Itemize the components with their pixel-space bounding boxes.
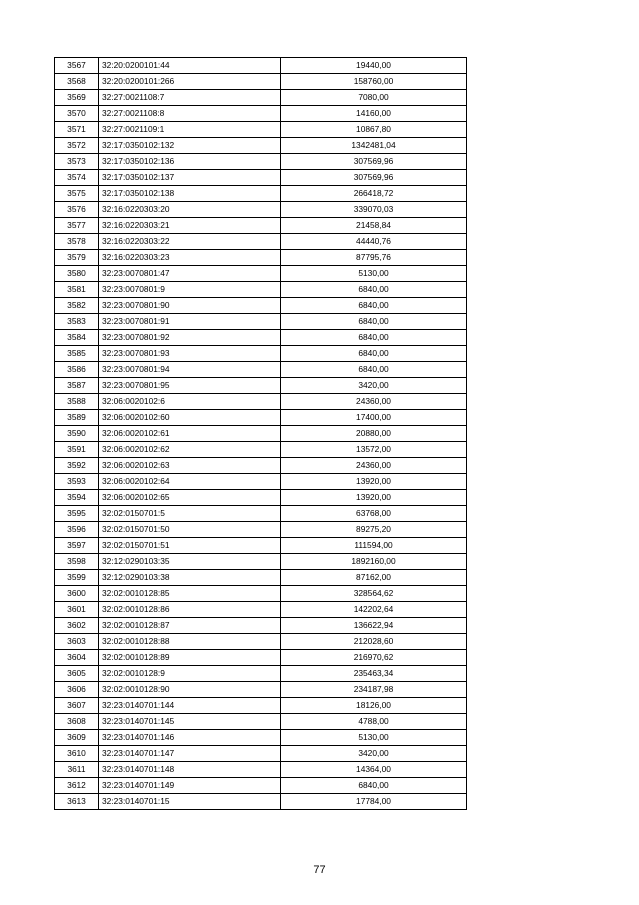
cadastral-number-cell: 32:23:0070801:9 [99,282,281,298]
row-number-cell: 3591 [55,442,99,458]
cadastral-number-cell: 32:23:0140701:147 [99,746,281,762]
cadastral-number-cell: 32:20:0200101:44 [99,58,281,74]
table-row [55,90,467,106]
value-cell: 6840,00 [281,362,467,378]
table-row [55,394,467,410]
value-cell: 5130,00 [281,730,467,746]
row-number-cell: 3604 [55,650,99,666]
value-cell: 6840,00 [281,314,467,330]
row-number-cell: 3611 [55,762,99,778]
row-number-cell: 3595 [55,506,99,522]
row-number-cell: 3571 [55,122,99,138]
value-cell: 17400,00 [281,410,467,426]
cadastral-number-cell: 32:06:0020102:63 [99,458,281,474]
row-number-cell: 3608 [55,714,99,730]
table-row [55,762,467,778]
cadastral-number-cell: 32:27:0021108:7 [99,90,281,106]
table-row [55,154,467,170]
value-cell: 18126,00 [281,698,467,714]
table-row [55,458,467,474]
registry-table-body [55,58,467,810]
row-number-cell: 3607 [55,698,99,714]
value-cell: 328564,62 [281,586,467,602]
cadastral-number-cell: 32:12:0290103:38 [99,570,281,586]
row-number-cell: 3579 [55,250,99,266]
row-number-cell: 3601 [55,602,99,618]
table-row [55,330,467,346]
value-cell: 3420,00 [281,378,467,394]
value-cell: 6840,00 [281,282,467,298]
cadastral-number-cell: 32:06:0020102:62 [99,442,281,458]
table-row [55,634,467,650]
row-number-cell: 3599 [55,570,99,586]
row-number-cell: 3581 [55,282,99,298]
row-number-cell: 3567 [55,58,99,74]
cadastral-number-cell: 32:16:0220303:20 [99,202,281,218]
cadastral-number-cell: 32:16:0220303:22 [99,234,281,250]
table-row [55,746,467,762]
table-row [55,570,467,586]
value-cell: 307569,96 [281,170,467,186]
table-row [55,346,467,362]
table-row [55,442,467,458]
table-row [55,58,467,74]
table-row [55,234,467,250]
value-cell: 10867,80 [281,122,467,138]
row-number-cell: 3598 [55,554,99,570]
cadastral-number-cell: 32:17:0350102:137 [99,170,281,186]
row-number-cell: 3602 [55,618,99,634]
table-row [55,698,467,714]
cadastral-number-cell: 32:23:0070801:47 [99,266,281,282]
value-cell: 6840,00 [281,298,467,314]
row-number-cell: 3568 [55,74,99,90]
row-number-cell: 3576 [55,202,99,218]
table-row [55,602,467,618]
row-number-cell: 3613 [55,794,99,810]
row-number-cell: 3600 [55,586,99,602]
cadastral-number-cell: 32:27:0021109:1 [99,122,281,138]
cadastral-number-cell: 32:06:0020102:60 [99,410,281,426]
value-cell: 158760,00 [281,74,467,90]
cadastral-number-cell: 32:23:0070801:90 [99,298,281,314]
row-number-cell: 3584 [55,330,99,346]
table-row [55,298,467,314]
table-row [55,522,467,538]
row-number-cell: 3574 [55,170,99,186]
cadastral-number-cell: 32:23:0140701:149 [99,778,281,794]
table-row [55,266,467,282]
row-number-cell: 3580 [55,266,99,282]
table-row [55,202,467,218]
row-number-cell: 3594 [55,490,99,506]
value-cell: 212028,60 [281,634,467,650]
table-row [55,250,467,266]
value-cell: 1892160,00 [281,554,467,570]
cadastral-number-cell: 32:23:0140701:145 [99,714,281,730]
row-number-cell: 3589 [55,410,99,426]
table-row [55,362,467,378]
value-cell: 24360,00 [281,458,467,474]
cadastral-number-cell: 32:17:0350102:136 [99,154,281,170]
table-row [55,186,467,202]
cadastral-number-cell: 32:23:0140701:15 [99,794,281,810]
value-cell: 14160,00 [281,106,467,122]
table-row [55,666,467,682]
row-number-cell: 3590 [55,426,99,442]
cadastral-number-cell: 32:02:0010128:85 [99,586,281,602]
value-cell: 13572,00 [281,442,467,458]
value-cell: 339070,03 [281,202,467,218]
value-cell: 19440,00 [281,58,467,74]
cadastral-number-cell: 32:16:0220303:21 [99,218,281,234]
value-cell: 266418,72 [281,186,467,202]
value-cell: 24360,00 [281,394,467,410]
cadastral-number-cell: 32:02:0010128:89 [99,650,281,666]
row-number-cell: 3587 [55,378,99,394]
value-cell: 87162,00 [281,570,467,586]
table-row [55,778,467,794]
cadastral-number-cell: 32:02:0010128:86 [99,602,281,618]
value-cell: 4788,00 [281,714,467,730]
value-cell: 5130,00 [281,266,467,282]
table-row [55,378,467,394]
value-cell: 21458,84 [281,218,467,234]
table-row [55,730,467,746]
value-cell: 14364,00 [281,762,467,778]
cadastral-number-cell: 32:06:0020102:64 [99,474,281,490]
table-row [55,682,467,698]
row-number-cell: 3577 [55,218,99,234]
row-number-cell: 3569 [55,90,99,106]
cadastral-number-cell: 32:23:0070801:94 [99,362,281,378]
row-number-cell: 3606 [55,682,99,698]
row-number-cell: 3592 [55,458,99,474]
cadastral-number-cell: 32:02:0010128:9 [99,666,281,682]
table-row [55,122,467,138]
table-row [55,490,467,506]
cadastral-number-cell: 32:23:0070801:95 [99,378,281,394]
row-number-cell: 3572 [55,138,99,154]
row-number-cell: 3585 [55,346,99,362]
table-row [55,618,467,634]
table-row [55,106,467,122]
value-cell: 235463,34 [281,666,467,682]
cadastral-number-cell: 32:16:0220303:23 [99,250,281,266]
table-row [55,794,467,810]
row-number-cell: 3603 [55,634,99,650]
cadastral-number-cell: 32:02:0150701:5 [99,506,281,522]
cadastral-number-cell: 32:02:0150701:51 [99,538,281,554]
row-number-cell: 3583 [55,314,99,330]
table-row [55,538,467,554]
table-row [55,74,467,90]
row-number-cell: 3610 [55,746,99,762]
row-number-cell: 3582 [55,298,99,314]
cadastral-number-cell: 32:12:0290103:35 [99,554,281,570]
row-number-cell: 3609 [55,730,99,746]
value-cell: 7080,00 [281,90,467,106]
cadastral-number-cell: 32:06:0020102:61 [99,426,281,442]
value-cell: 13920,00 [281,490,467,506]
value-cell: 136622,94 [281,618,467,634]
row-number-cell: 3586 [55,362,99,378]
cadastral-number-cell: 32:02:0010128:90 [99,682,281,698]
table-row [55,506,467,522]
row-number-cell: 3612 [55,778,99,794]
value-cell: 87795,76 [281,250,467,266]
value-cell: 3420,00 [281,746,467,762]
page-number: 77 [313,864,326,876]
value-cell: 307569,96 [281,154,467,170]
cadastral-number-cell: 32:02:0010128:88 [99,634,281,650]
row-number-cell: 3596 [55,522,99,538]
value-cell: 216970,62 [281,650,467,666]
cadastral-number-cell: 32:23:0070801:92 [99,330,281,346]
cadastral-number-cell: 32:02:0150701:50 [99,522,281,538]
cadastral-number-cell: 32:27:0021108:8 [99,106,281,122]
table-row [55,410,467,426]
value-cell: 44440,76 [281,234,467,250]
value-cell: 20880,00 [281,426,467,442]
cadastral-number-cell: 32:20:0200101:266 [99,74,281,90]
row-number-cell: 3597 [55,538,99,554]
cadastral-number-cell: 32:23:0140701:148 [99,762,281,778]
table-row [55,314,467,330]
value-cell: 13920,00 [281,474,467,490]
table-row [55,218,467,234]
table-row [55,426,467,442]
cadastral-number-cell: 32:23:0070801:91 [99,314,281,330]
row-number-cell: 3593 [55,474,99,490]
table-row [55,650,467,666]
table-row [55,282,467,298]
row-number-cell: 3578 [55,234,99,250]
table-row [55,714,467,730]
cadastral-number-cell: 32:02:0010128:87 [99,618,281,634]
registry-table [54,57,467,810]
table-row [55,474,467,490]
cadastral-number-cell: 32:06:0020102:65 [99,490,281,506]
value-cell: 111594,00 [281,538,467,554]
value-cell: 6840,00 [281,346,467,362]
table-row [55,554,467,570]
table-row [55,586,467,602]
row-number-cell: 3575 [55,186,99,202]
value-cell: 6840,00 [281,778,467,794]
cadastral-number-cell: 32:23:0140701:144 [99,698,281,714]
table-row [55,170,467,186]
row-number-cell: 3588 [55,394,99,410]
value-cell: 89275,20 [281,522,467,538]
row-number-cell: 3605 [55,666,99,682]
cadastral-number-cell: 32:17:0350102:132 [99,138,281,154]
cadastral-number-cell: 32:06:0020102:6 [99,394,281,410]
cadastral-number-cell: 32:23:0140701:146 [99,730,281,746]
value-cell: 234187,98 [281,682,467,698]
cadastral-number-cell: 32:17:0350102:138 [99,186,281,202]
value-cell: 17784,00 [281,794,467,810]
value-cell: 142202,64 [281,602,467,618]
value-cell: 6840,00 [281,330,467,346]
table-row [55,138,467,154]
row-number-cell: 3573 [55,154,99,170]
cadastral-number-cell: 32:23:0070801:93 [99,346,281,362]
row-number-cell: 3570 [55,106,99,122]
value-cell: 63768,00 [281,506,467,522]
value-cell: 1342481,04 [281,138,467,154]
